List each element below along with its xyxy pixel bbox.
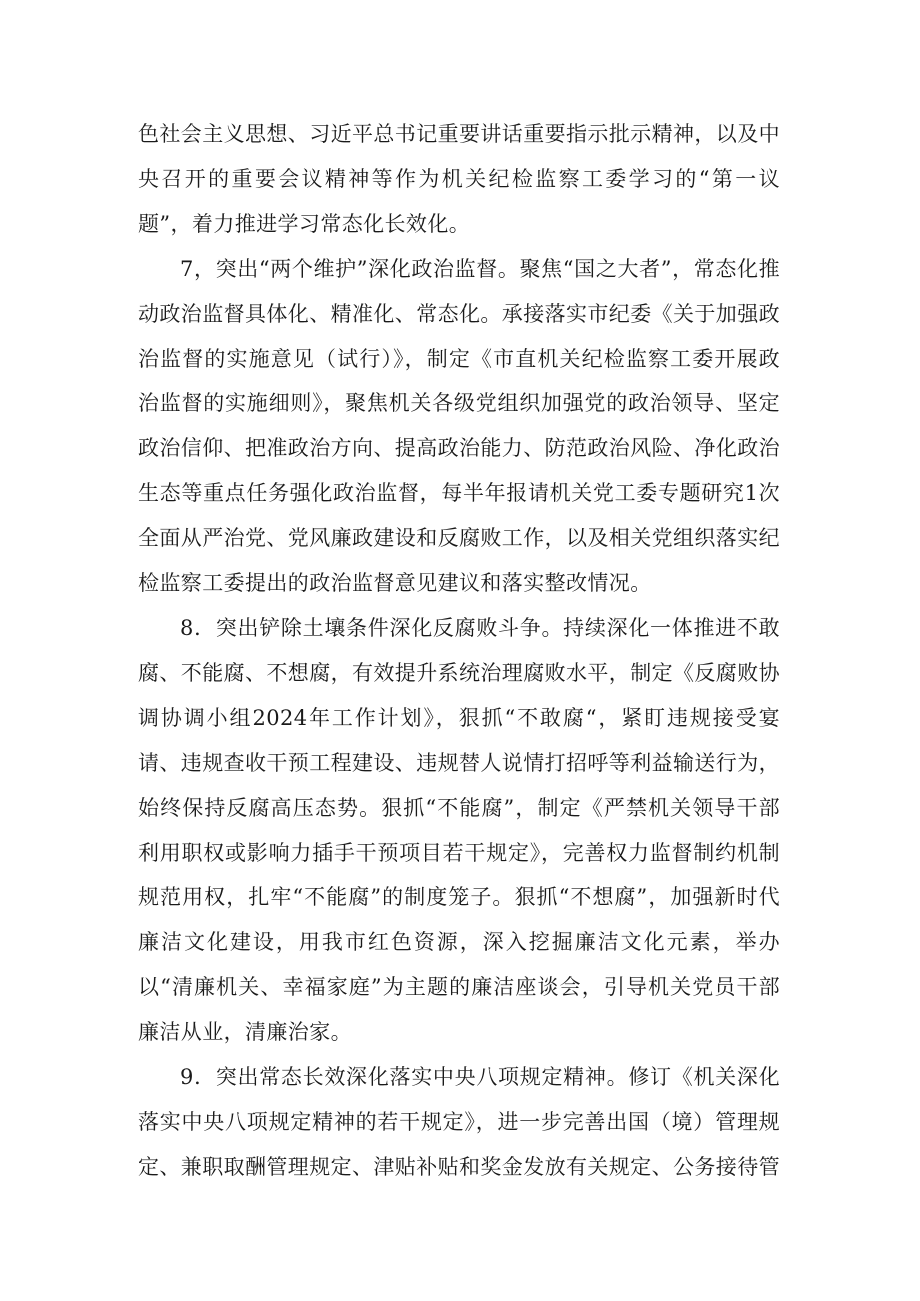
paragraph-intro-continuation: 色社会主义思想、习近平总书记重要讲话重要指示批示精神，以及中央召开的重要会议精神等作为机关纪检监察工委学习的“第一议题”，着力推进学习常态化长效化。 bbox=[138, 122, 780, 236]
paragraph-item-9: 9．突出常态长效深化落实中央八项规定精神。修订《机关深化落实中央八项规定精神的若干规定》，进一步完善出国（境）管理规定、兼职取酬管理规定、津贴补贴和奖金发放有关规定、公务接待管 bbox=[138, 1065, 780, 1179]
paragraph-item-8: 8．突出铲除土壤条件深化反腐败斗争。持续深化一体推进不敢腐、不能腐、不想腐，有效提升系统治理腐败水平，制定《反腐败协调协调小组2024年工作计划》，狠抓“不敢腐“，紧盯违规接受宴请、违规查收干预工程建设、违规替人说情打招呼等利益输送行为，始终保持反腐高压态势。狠抓“不能腐”，制定《严禁机关领导干部利用职权或影响力插手干预项目若干规定》，完善权力监督制约机制规范用权，扎牢“不能腐”的制度笼子。狠抓“不想腐”，加强新时代廉洁文化建设，用我市红色资源，深入挖掘廉洁文化元素，举办以“清廉机关、幸福家庭”为主题的廉洁座谈会，引导机关党员干部廉洁从业，清廉治家。 bbox=[138, 615, 780, 1045]
paragraph-item-7: 7，突出“两个维护”深化政治监督。聚焦“国之大者”，常态化推动政治监督具体化、精准化、常态化。承接落实市纪委《关于加强政治监督的实施意见（试行）》，制定《市直机关纪检监察工委开展政治监督的实施细则》，聚焦机关各级党组织加强党的政治领导、坚定政治信仰、把准政治方向、提高政治能力、防范政治风险、净化政治生态等重点任务强化政治监督，每半年报请机关党工委专题研究1次全面从严治党、党风廉政建设和反腐败工作，以及相关党组织落实纪检监察工委提出的政治监督意见建议和落实整改情况。 bbox=[138, 256, 780, 596]
document-body bbox=[138, 112, 780, 1190]
